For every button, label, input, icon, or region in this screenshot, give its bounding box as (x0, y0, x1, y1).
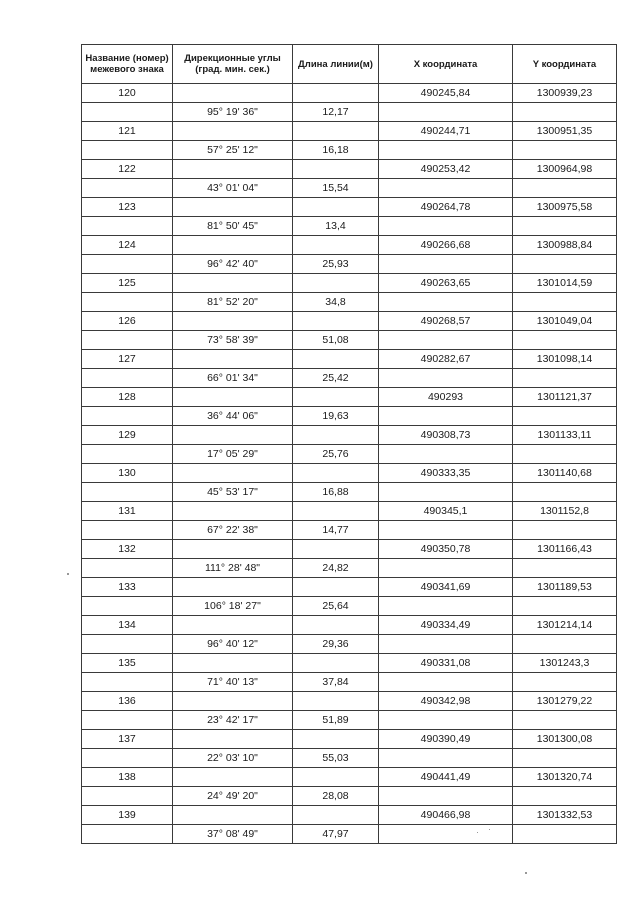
point-row (82, 730, 617, 749)
line-length-cell (293, 806, 379, 825)
x-coordinate-cell: 490345,1 (379, 502, 513, 521)
point-name-cell: 126 (82, 312, 173, 331)
line-length-cell: 16,88 (293, 483, 379, 502)
x-coordinate-cell: 490390,49 (379, 730, 513, 749)
segment-row (82, 179, 617, 198)
line-length-cell: 25,64 (293, 597, 379, 616)
point-name-cell (82, 635, 173, 654)
segment-row (82, 749, 617, 768)
y-coordinate-cell (513, 331, 617, 350)
segment-row (82, 787, 617, 806)
x-coordinate-cell (379, 293, 513, 312)
y-coordinate-cell: 1301098,14 (513, 350, 617, 369)
y-coordinate-cell: 1301189,53 (513, 578, 617, 597)
point-name-cell (82, 331, 173, 350)
x-coordinate-cell (379, 749, 513, 768)
x-coordinate-cell (379, 597, 513, 616)
line-length-cell: 19,63 (293, 407, 379, 426)
point-row (82, 540, 617, 559)
point-row (82, 768, 617, 787)
point-name-cell: 122 (82, 160, 173, 179)
y-coordinate-cell (513, 787, 617, 806)
point-row (82, 654, 617, 673)
point-name-cell: 125 (82, 274, 173, 293)
point-name-cell: 131 (82, 502, 173, 521)
segment-row (82, 673, 617, 692)
point-row (82, 350, 617, 369)
x-coordinate-cell: 490264,78 (379, 198, 513, 217)
point-name-cell (82, 673, 173, 692)
x-coordinate-cell (379, 559, 513, 578)
y-coordinate-cell (513, 445, 617, 464)
x-coordinate-cell (379, 141, 513, 160)
direction-angle-cell (173, 464, 293, 483)
y-coordinate-cell (513, 407, 617, 426)
point-name-cell (82, 407, 173, 426)
point-name-cell (82, 597, 173, 616)
line-length-cell (293, 426, 379, 445)
y-coordinate-cell (513, 293, 617, 312)
x-coordinate-cell (379, 369, 513, 388)
direction-angle-cell (173, 654, 293, 673)
direction-angle-cell: 95° 19' 36" (173, 103, 293, 122)
direction-angle-cell (173, 274, 293, 293)
y-coordinate-cell (513, 597, 617, 616)
point-name-cell: 134 (82, 616, 173, 635)
direction-angle-cell: 111° 28' 48" (173, 559, 293, 578)
segment-row (82, 521, 617, 540)
line-length-cell (293, 350, 379, 369)
point-row (82, 502, 617, 521)
x-coordinate-cell (379, 825, 513, 844)
line-length-cell: 14,77 (293, 521, 379, 540)
point-name-cell (82, 749, 173, 768)
point-name-cell (82, 559, 173, 578)
header-line-length: Длина линии(м) (293, 45, 379, 84)
direction-angle-cell (173, 502, 293, 521)
line-length-cell: 12,17 (293, 103, 379, 122)
y-coordinate-cell (513, 483, 617, 502)
direction-angle-cell (173, 84, 293, 103)
y-coordinate-cell: 1301121,37 (513, 388, 617, 407)
line-length-cell: 55,03 (293, 749, 379, 768)
point-name-cell (82, 293, 173, 312)
direction-angle-cell (173, 540, 293, 559)
y-coordinate-cell: 1301214,14 (513, 616, 617, 635)
segment-row (82, 483, 617, 502)
segment-row (82, 711, 617, 730)
point-name-cell: 123 (82, 198, 173, 217)
boundary-points-table (81, 44, 617, 844)
point-name-cell (82, 141, 173, 160)
direction-angle-cell: 23° 42' 17" (173, 711, 293, 730)
line-length-cell: 25,93 (293, 255, 379, 274)
point-row (82, 198, 617, 217)
x-coordinate-cell (379, 445, 513, 464)
x-coordinate-cell (379, 103, 513, 122)
line-length-cell (293, 578, 379, 597)
x-coordinate-cell: 490333,35 (379, 464, 513, 483)
point-name-cell (82, 521, 173, 540)
header-direction-angle: Дирекционные углы (град. мин. сек.) (173, 45, 293, 84)
header-y-coordinate: Y координата (513, 45, 617, 84)
y-coordinate-cell: 1301332,53 (513, 806, 617, 825)
line-length-cell (293, 274, 379, 293)
y-coordinate-cell: 1300939,23 (513, 84, 617, 103)
y-coordinate-cell: 1301049,04 (513, 312, 617, 331)
y-coordinate-cell (513, 369, 617, 388)
point-row (82, 236, 617, 255)
direction-angle-cell: 57° 25' 12" (173, 141, 293, 160)
point-name-cell (82, 483, 173, 502)
segment-row (82, 103, 617, 122)
x-coordinate-cell: 490350,78 (379, 540, 513, 559)
segment-row (82, 825, 617, 844)
segment-row (82, 141, 617, 160)
line-length-cell: 51,08 (293, 331, 379, 350)
point-row (82, 312, 617, 331)
direction-angle-cell (173, 692, 293, 711)
direction-angle-cell: 43° 01' 04" (173, 179, 293, 198)
direction-angle-cell (173, 768, 293, 787)
segment-row (82, 635, 617, 654)
direction-angle-cell (173, 730, 293, 749)
direction-angle-cell (173, 122, 293, 141)
y-coordinate-cell: 1301140,68 (513, 464, 617, 483)
x-coordinate-cell: 490253,42 (379, 160, 513, 179)
y-coordinate-cell: 1301300,08 (513, 730, 617, 749)
line-length-cell (293, 464, 379, 483)
direction-angle-cell (173, 578, 293, 597)
y-coordinate-cell (513, 635, 617, 654)
point-name-cell: 135 (82, 654, 173, 673)
line-length-cell (293, 236, 379, 255)
direction-angle-cell: 73° 58' 39" (173, 331, 293, 350)
direction-angle-cell: 81° 52' 20" (173, 293, 293, 312)
line-length-cell (293, 502, 379, 521)
direction-angle-cell: 71° 40' 13" (173, 673, 293, 692)
y-coordinate-cell: 1300964,98 (513, 160, 617, 179)
x-coordinate-cell: 490244,71 (379, 122, 513, 141)
direction-angle-cell: 24° 49' 20" (173, 787, 293, 806)
y-coordinate-cell (513, 217, 617, 236)
line-length-cell (293, 730, 379, 749)
point-name-cell: 127 (82, 350, 173, 369)
point-row (82, 426, 617, 445)
line-length-cell (293, 198, 379, 217)
line-length-cell: 37,84 (293, 673, 379, 692)
point-row (82, 122, 617, 141)
point-name-cell (82, 103, 173, 122)
x-coordinate-cell (379, 483, 513, 502)
direction-angle-cell (173, 236, 293, 255)
direction-angle-cell: 22° 03' 10" (173, 749, 293, 768)
line-length-cell (293, 312, 379, 331)
direction-angle-cell: 106° 18' 27" (173, 597, 293, 616)
point-row (82, 616, 617, 635)
point-row (82, 692, 617, 711)
scan-speck (67, 573, 69, 575)
y-coordinate-cell: 1301243,3 (513, 654, 617, 673)
line-length-cell (293, 692, 379, 711)
direction-angle-cell: 36° 44' 06" (173, 407, 293, 426)
x-coordinate-cell (379, 331, 513, 350)
segment-row (82, 369, 617, 388)
line-length-cell: 24,82 (293, 559, 379, 578)
segment-row (82, 407, 617, 426)
point-name-cell (82, 825, 173, 844)
x-coordinate-cell: 490266,68 (379, 236, 513, 255)
direction-angle-cell: 37° 08' 49" (173, 825, 293, 844)
direction-angle-cell: 17° 05' 29" (173, 445, 293, 464)
line-length-cell (293, 616, 379, 635)
line-length-cell (293, 540, 379, 559)
line-length-cell (293, 122, 379, 141)
point-name-cell (82, 787, 173, 806)
point-row (82, 464, 617, 483)
line-length-cell: 51,89 (293, 711, 379, 730)
line-length-cell (293, 654, 379, 673)
y-coordinate-cell (513, 559, 617, 578)
point-row (82, 274, 617, 293)
y-coordinate-cell (513, 179, 617, 198)
y-coordinate-cell (513, 673, 617, 692)
direction-angle-cell (173, 312, 293, 331)
y-coordinate-cell (513, 103, 617, 122)
x-coordinate-cell (379, 407, 513, 426)
point-name-cell: 136 (82, 692, 173, 711)
line-length-cell: 25,42 (293, 369, 379, 388)
table-body (82, 84, 617, 844)
point-name-cell (82, 445, 173, 464)
y-coordinate-cell (513, 711, 617, 730)
point-name-cell (82, 369, 173, 388)
y-coordinate-cell (513, 749, 617, 768)
x-coordinate-cell: 490263,65 (379, 274, 513, 293)
line-length-cell (293, 160, 379, 179)
point-name-cell (82, 217, 173, 236)
line-length-cell (293, 84, 379, 103)
x-coordinate-cell (379, 673, 513, 692)
direction-angle-cell (173, 806, 293, 825)
point-name-cell (82, 711, 173, 730)
x-coordinate-cell (379, 787, 513, 806)
y-coordinate-cell: 1300988,84 (513, 236, 617, 255)
line-length-cell: 47,97 (293, 825, 379, 844)
x-coordinate-cell: 490341,69 (379, 578, 513, 597)
y-coordinate-cell: 1301133,11 (513, 426, 617, 445)
header-point-name: Название (номер) межевого знака (82, 45, 173, 84)
y-coordinate-cell: 1301152,8 (513, 502, 617, 521)
y-coordinate-cell (513, 141, 617, 160)
x-coordinate-cell (379, 179, 513, 198)
line-length-cell: 34,8 (293, 293, 379, 312)
direction-angle-cell (173, 388, 293, 407)
point-row (82, 160, 617, 179)
point-name-cell: 130 (82, 464, 173, 483)
point-row (82, 84, 617, 103)
x-coordinate-cell: 490293 (379, 388, 513, 407)
segment-row (82, 559, 617, 578)
point-row (82, 806, 617, 825)
segment-row (82, 331, 617, 350)
x-coordinate-cell (379, 635, 513, 654)
x-coordinate-cell: 490308,73 (379, 426, 513, 445)
point-name-cell: 138 (82, 768, 173, 787)
line-length-cell: 28,08 (293, 787, 379, 806)
scan-speck (477, 832, 478, 833)
direction-angle-cell (173, 616, 293, 635)
x-coordinate-cell (379, 711, 513, 730)
direction-angle-cell (173, 198, 293, 217)
scan-speck (489, 829, 490, 830)
segment-row (82, 293, 617, 312)
y-coordinate-cell (513, 255, 617, 274)
x-coordinate-cell: 490342,98 (379, 692, 513, 711)
y-coordinate-cell: 1301014,59 (513, 274, 617, 293)
segment-row (82, 597, 617, 616)
x-coordinate-cell (379, 217, 513, 236)
direction-angle-cell: 96° 42' 40" (173, 255, 293, 274)
point-name-cell: 137 (82, 730, 173, 749)
point-name-cell: 120 (82, 84, 173, 103)
point-name-cell: 128 (82, 388, 173, 407)
point-row (82, 578, 617, 597)
x-coordinate-cell: 490268,57 (379, 312, 513, 331)
table-header-row (82, 45, 617, 84)
y-coordinate-cell: 1301279,22 (513, 692, 617, 711)
direction-angle-cell (173, 350, 293, 369)
point-name-cell: 133 (82, 578, 173, 597)
point-name-cell (82, 255, 173, 274)
point-name-cell: 132 (82, 540, 173, 559)
y-coordinate-cell: 1301320,74 (513, 768, 617, 787)
point-name-cell (82, 179, 173, 198)
point-name-cell: 121 (82, 122, 173, 141)
point-name-cell: 124 (82, 236, 173, 255)
direction-angle-cell: 45° 53' 17" (173, 483, 293, 502)
direction-angle-cell (173, 426, 293, 445)
x-coordinate-cell: 490331,08 (379, 654, 513, 673)
x-coordinate-cell (379, 255, 513, 274)
header-x-coordinate: X координата (379, 45, 513, 84)
point-row (82, 388, 617, 407)
point-name-cell: 139 (82, 806, 173, 825)
direction-angle-cell: 96° 40' 12" (173, 635, 293, 654)
x-coordinate-cell: 490245,84 (379, 84, 513, 103)
point-name-cell: 129 (82, 426, 173, 445)
y-coordinate-cell: 1300951,35 (513, 122, 617, 141)
x-coordinate-cell: 490334,49 (379, 616, 513, 635)
y-coordinate-cell: 1300975,58 (513, 198, 617, 217)
segment-row (82, 255, 617, 274)
direction-angle-cell: 66° 01' 34" (173, 369, 293, 388)
line-length-cell: 16,18 (293, 141, 379, 160)
x-coordinate-cell: 490466,98 (379, 806, 513, 825)
scan-speck (525, 872, 527, 874)
segment-row (82, 217, 617, 236)
line-length-cell (293, 768, 379, 787)
y-coordinate-cell (513, 825, 617, 844)
line-length-cell (293, 388, 379, 407)
x-coordinate-cell: 490441,49 (379, 768, 513, 787)
y-coordinate-cell (513, 521, 617, 540)
x-coordinate-cell (379, 521, 513, 540)
line-length-cell: 29,36 (293, 635, 379, 654)
direction-angle-cell: 67° 22' 38" (173, 521, 293, 540)
direction-angle-cell: 81° 50' 45" (173, 217, 293, 236)
y-coordinate-cell: 1301166,43 (513, 540, 617, 559)
x-coordinate-cell: 490282,67 (379, 350, 513, 369)
line-length-cell: 25,76 (293, 445, 379, 464)
direction-angle-cell (173, 160, 293, 179)
line-length-cell: 13,4 (293, 217, 379, 236)
segment-row (82, 445, 617, 464)
line-length-cell: 15,54 (293, 179, 379, 198)
